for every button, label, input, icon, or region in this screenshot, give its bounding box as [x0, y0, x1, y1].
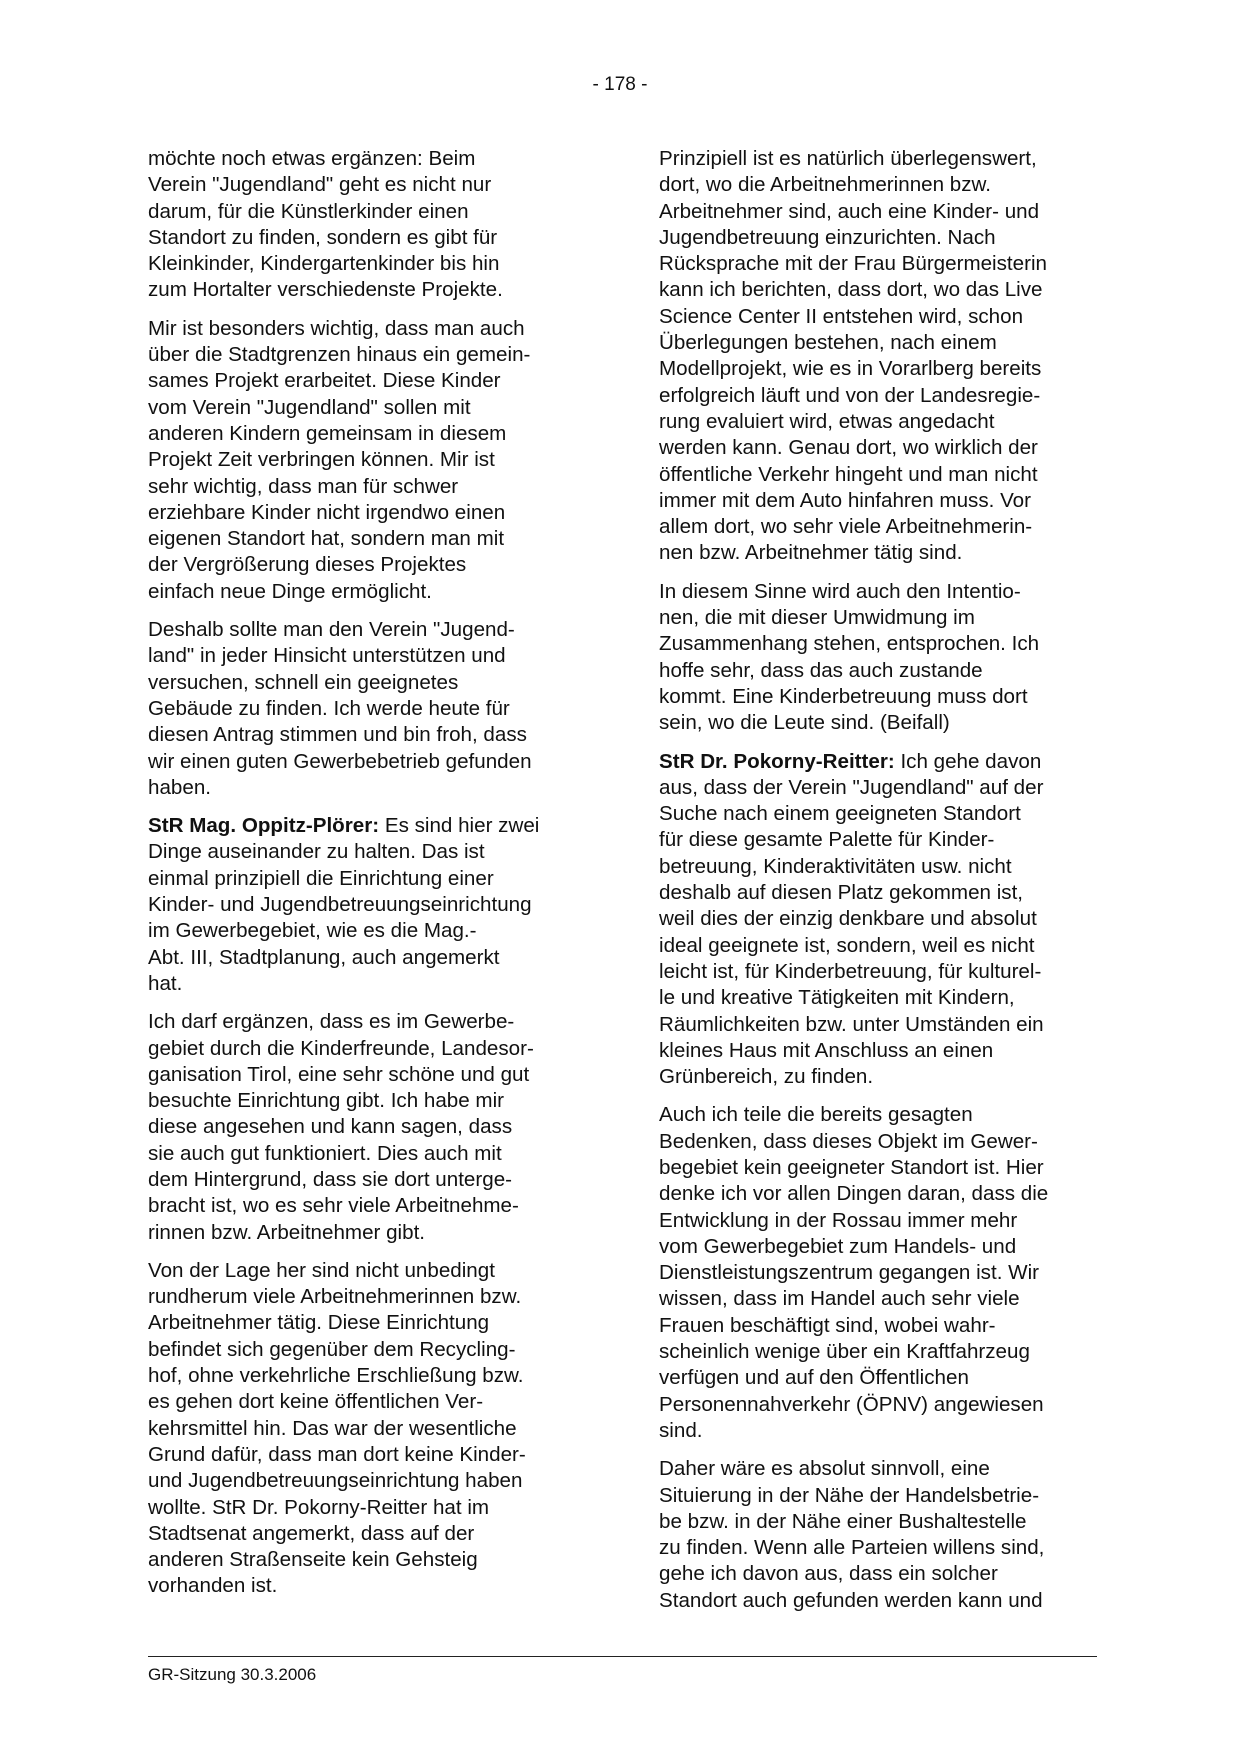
paragraph-line: möchte noch etwas ergänzen: Beim — [148, 147, 476, 170]
paragraph-line: anderen Kindern gemeinsam in diesem — [148, 421, 507, 445]
paragraph-line: Gebäude zu finden. Ich werde heute für — [148, 696, 510, 720]
paragraph-line: gehe ich davon aus, dass ein solcher — [659, 1562, 998, 1586]
paragraph-line: hof, ohne verkehrliche Erschließung bzw. — [148, 1364, 524, 1388]
paragraph-line: nen, die mit dieser Umwidmung im — [659, 606, 975, 630]
paragraph-line: öffentliche Verkehr hingeht und man nicht — [659, 462, 1038, 486]
paragraph-line: diesen Antrag stimmen und bin froh, dass — [148, 723, 527, 747]
paragraph-line: wir einen guten Gewerbebetrieb gefunden — [148, 749, 532, 773]
paragraph-line: begebiet kein geeigneter Standort ist. Hier — [659, 1155, 1044, 1179]
paragraph-line: darum, für die Künstlerkinder einen — [148, 199, 469, 223]
paragraph-line: für diese gesamte Palette für Kinder- — [659, 828, 995, 852]
paragraph-line: über die Stadtgrenzen hinaus ein gemein- — [148, 343, 531, 367]
paragraph-line: Stadtsenat angemerkt, dass auf der — [148, 1521, 475, 1545]
paragraph-line: besuchte Einrichtung gibt. Ich habe mir — [148, 1089, 505, 1113]
paragraph-line: hat. — [148, 971, 183, 995]
paragraph-line: hoffe sehr, dass das auch zustande — [659, 658, 983, 682]
paragraph-line: sie auch gut funktioniert. Dies auch mit — [148, 1141, 502, 1165]
paragraph-line: Grünbereich, zu finden. — [659, 1065, 874, 1089]
paragraph-line: verfügen und auf den Öffentlichen — [659, 1366, 969, 1390]
paragraph-line: im Gewerbegebiet, wie es die Mag.- — [148, 919, 477, 943]
paragraph-line: erfolgreich läuft und von der Landesregie- — [659, 383, 1041, 407]
paragraph — [148, 1258, 593, 1600]
paragraph-line: kehrsmittel hin. Das war der wesentliche — [148, 1416, 517, 1440]
paragraph-line: bracht ist, wo es sehr viele Arbeitnehme- — [148, 1194, 519, 1218]
paragraph-line: Prinzipiell ist es natürlich überlegenswert, — [659, 147, 1037, 170]
paragraph — [659, 749, 1104, 1091]
paragraph-line: Rücksprache mit der Frau Bürgermeisterin — [659, 252, 1047, 276]
paragraph-line: Deshalb sollte man den Verein "Jugend- — [148, 618, 515, 642]
paragraph-line: werden kann. Genau dort, wo wirklich der — [659, 436, 1038, 460]
paragraph-line: Kinder- und Jugendbetreuungseinrichtung — [148, 893, 532, 917]
paragraph — [148, 813, 593, 997]
paragraph-line: Dinge auseinander zu halten. Das ist — [148, 840, 485, 864]
paragraph-line: Arbeitnehmer sind, auch eine Kinder- und — [659, 199, 1040, 223]
footer-divider — [148, 1656, 1097, 1657]
page-number: - 178 - — [592, 74, 648, 95]
paragraph — [148, 146, 593, 304]
paragraph-line: Standort zu finden, sondern es gibt für — [148, 225, 498, 249]
paragraph-line: Zusammenhang stehen, entsprochen. Ich — [659, 632, 1040, 656]
paragraph-line: Verein "Jugendland" geht es nicht nur — [148, 173, 492, 197]
paragraph-line: einfach neue Dinge ermöglicht. — [148, 579, 432, 603]
paragraph-line: gebiet durch die Kinderfreunde, Landesor- — [148, 1036, 534, 1060]
paragraph-line: Daher wäre es absolut sinnvoll, eine — [659, 1457, 990, 1481]
paragraph-line: sames Projekt erarbeitet. Diese Kinder — [148, 369, 501, 393]
paragraph-line: haben. — [148, 775, 211, 799]
paragraph-line: der Vergrößerung dieses Projektes — [148, 553, 467, 577]
paragraph-line: leicht ist, für Kinderbetreuung, für kulturel- — [659, 959, 1042, 983]
paragraph — [659, 1102, 1104, 1444]
paragraph-line: betreuung, Kinderaktivitäten usw. nicht — [659, 854, 1012, 878]
left-column — [148, 146, 593, 1612]
paragraph — [659, 146, 1104, 567]
footer-session-date: GR-Sitzung 30.3.2006 — [148, 1665, 317, 1684]
paragraph-line: land" in jeder Hinsicht unterstützen und — [148, 644, 506, 668]
paragraph-line: zum Hortalter verschiedenste Projekte. — [148, 278, 503, 302]
paragraph-line: nen bzw. Arbeitnehmer tätig sind. — [659, 541, 963, 565]
paragraph-line: vom Verein "Jugendland" sollen mit — [148, 395, 471, 419]
paragraph-line — [148, 813, 593, 839]
paragraph-line: Überlegungen bestehen, nach einem — [659, 331, 997, 355]
paragraph — [148, 316, 593, 605]
paragraph-line: kleines Haus mit Anschluss an einen — [659, 1038, 994, 1062]
paragraph-line: es gehen dort keine öffentlichen Ver- — [148, 1390, 484, 1414]
paragraph-line: kann ich berichten, dass dort, wo das Live — [659, 278, 1043, 302]
paragraph-line: Räumlichkeiten bzw. unter Umständen ein — [659, 1012, 1044, 1036]
paragraph-line: Projekt Zeit verbringen können. Mir ist — [148, 448, 495, 472]
paragraph-line: Grund dafür, dass man dort keine Kinder- — [148, 1442, 526, 1466]
paragraph-line: Frauen beschäftigt sind, wobei wahr- — [659, 1313, 996, 1337]
paragraph-line: erziehbare Kinder nicht irgendwo einen — [148, 500, 506, 524]
paragraph-line: allem dort, wo sehr viele Arbeitnehmerin- — [659, 515, 1033, 539]
paragraph-line: wollte. StR Dr. Pokorny-Reitter hat im — [148, 1495, 490, 1519]
paragraph — [659, 579, 1104, 737]
paragraph-line: Jugendbetreuung einzurichten. Nach — [659, 225, 996, 249]
paragraph-line: denke ich vor allen Dingen daran, dass die — [659, 1182, 1049, 1206]
paragraph-line: sind. — [659, 1418, 703, 1442]
paragraph-line: rinnen bzw. Arbeitnehmer gibt. — [148, 1220, 426, 1244]
paragraph-line: Mir ist besonders wichtig, dass man auch — [148, 316, 525, 340]
paragraph-line: Kleinkinder, Kindergartenkinder bis hin — [148, 252, 500, 276]
paragraph-line: Modellprojekt, wie es in Vorarlberg bereits — [659, 357, 1042, 381]
paragraph-line: deshalb auf diesen Platz gekommen ist, — [659, 881, 1024, 905]
paragraph-line: be bzw. in der Nähe einer Bushaltestelle — [659, 1509, 1027, 1533]
paragraph-line — [659, 749, 1104, 775]
paragraph-line: rung evaluiert wird, etwas angedacht — [659, 409, 995, 433]
paragraph-line: In diesem Sinne wird auch den Intentio- — [659, 579, 1021, 603]
paragraph-line: aus, dass der Verein "Jugendland" auf der — [659, 775, 1044, 799]
paragraph-line: dort, wo die Arbeitnehmerinnen bzw. — [659, 173, 991, 197]
paragraph-line: Science Center II entstehen wird, schon — [659, 304, 1024, 328]
paragraph-line: Personennahverkehr (ÖPNV) angewiesen — [659, 1392, 1044, 1416]
speaker-statement-start: Ich gehe davon — [894, 749, 1042, 773]
paragraph-line: eigenen Standort hat, sondern man mit — [148, 527, 505, 551]
paragraph-line: Bedenken, dass dieses Objekt im Gewer- — [659, 1129, 1038, 1153]
paragraph-line: Auch ich teile die bereits gesagten — [659, 1103, 973, 1127]
paragraph-line: Von der Lage her sind nicht unbedingt — [148, 1258, 495, 1282]
paragraph-line: scheinlich wenige über ein Kraftfahrzeug — [659, 1340, 1030, 1364]
paragraph-line: diese angesehen und kann sagen, dass — [148, 1115, 513, 1139]
paragraph-line: ganisation Tirol, eine sehr schöne und gut — [148, 1062, 530, 1086]
paragraph-line: ideal geeignete ist, sondern, weil es nicht — [659, 933, 1035, 957]
paragraph — [148, 617, 593, 801]
paragraph-line: Standort auch gefunden werden kann und — [659, 1588, 1043, 1612]
paragraph-line: Suche nach einem geeigneten Standort — [659, 802, 1021, 826]
speaker-statement-start: Es sind hier zwei — [379, 814, 540, 838]
paragraph-line: anderen Straßenseite kein Gehsteig — [148, 1548, 478, 1572]
paragraph-line: Abt. III, Stadtplanung, auch angemerkt — [148, 945, 500, 969]
paragraph-line: Entwicklung in der Rossau immer mehr — [659, 1208, 1018, 1232]
paragraph-line: und Jugendbetreuungseinrichtung haben — [148, 1469, 523, 1493]
paragraph-line: versuchen, schnell ein geeignetes — [148, 670, 459, 694]
paragraph-line: vorhanden ist. — [148, 1574, 278, 1598]
paragraph-line: rundherum viele Arbeitnehmerinnen bzw. — [148, 1285, 522, 1309]
paragraph-line: kommt. Eine Kinderbetreuung muss dort — [659, 684, 1028, 708]
right-column — [659, 146, 1104, 1626]
paragraph-line: Dienstleistungszentrum gegangen ist. Wir — [659, 1261, 1040, 1285]
paragraph-line: Ich darf ergänzen, dass es im Gewerbe- — [148, 1010, 515, 1034]
paragraph-line: Situierung in der Nähe der Handelsbetrie- — [659, 1483, 1040, 1507]
paragraph-line: vom Gewerbegebiet zum Handels- und — [659, 1234, 1017, 1258]
paragraph-line: sehr wichtig, dass man für schwer — [148, 474, 459, 498]
speaker-name: StR Dr. Pokorny-Reitter: — [659, 749, 895, 773]
paragraph-line: weil dies der einzig denkbare und absolut — [659, 907, 1037, 931]
paragraph-line: Arbeitnehmer tätig. Diese Einrichtung — [148, 1311, 490, 1335]
paragraph — [659, 1456, 1104, 1614]
paragraph-line: befindet sich gegenüber dem Recycling- — [148, 1337, 516, 1361]
paragraph-line: wissen, dass im Handel auch sehr viele — [659, 1287, 1020, 1311]
paragraph-line: le und kreative Tätigkeiten mit Kindern, — [659, 986, 1015, 1010]
paragraph-line: zu finden. Wenn alle Parteien willens sind, — [659, 1536, 1045, 1560]
paragraph-line: immer mit dem Auto hinfahren muss. Vor — [659, 488, 1031, 512]
speaker-name: StR Mag. Oppitz-Plörer: — [148, 814, 380, 838]
paragraph-line: sein, wo die Leute sind. (Beifall) — [659, 711, 950, 735]
paragraph-line: dem Hintergrund, dass sie dort unterge- — [148, 1167, 513, 1191]
paragraph-line: einmal prinzipiell die Einrichtung einer — [148, 866, 494, 890]
paragraph — [148, 1009, 593, 1246]
